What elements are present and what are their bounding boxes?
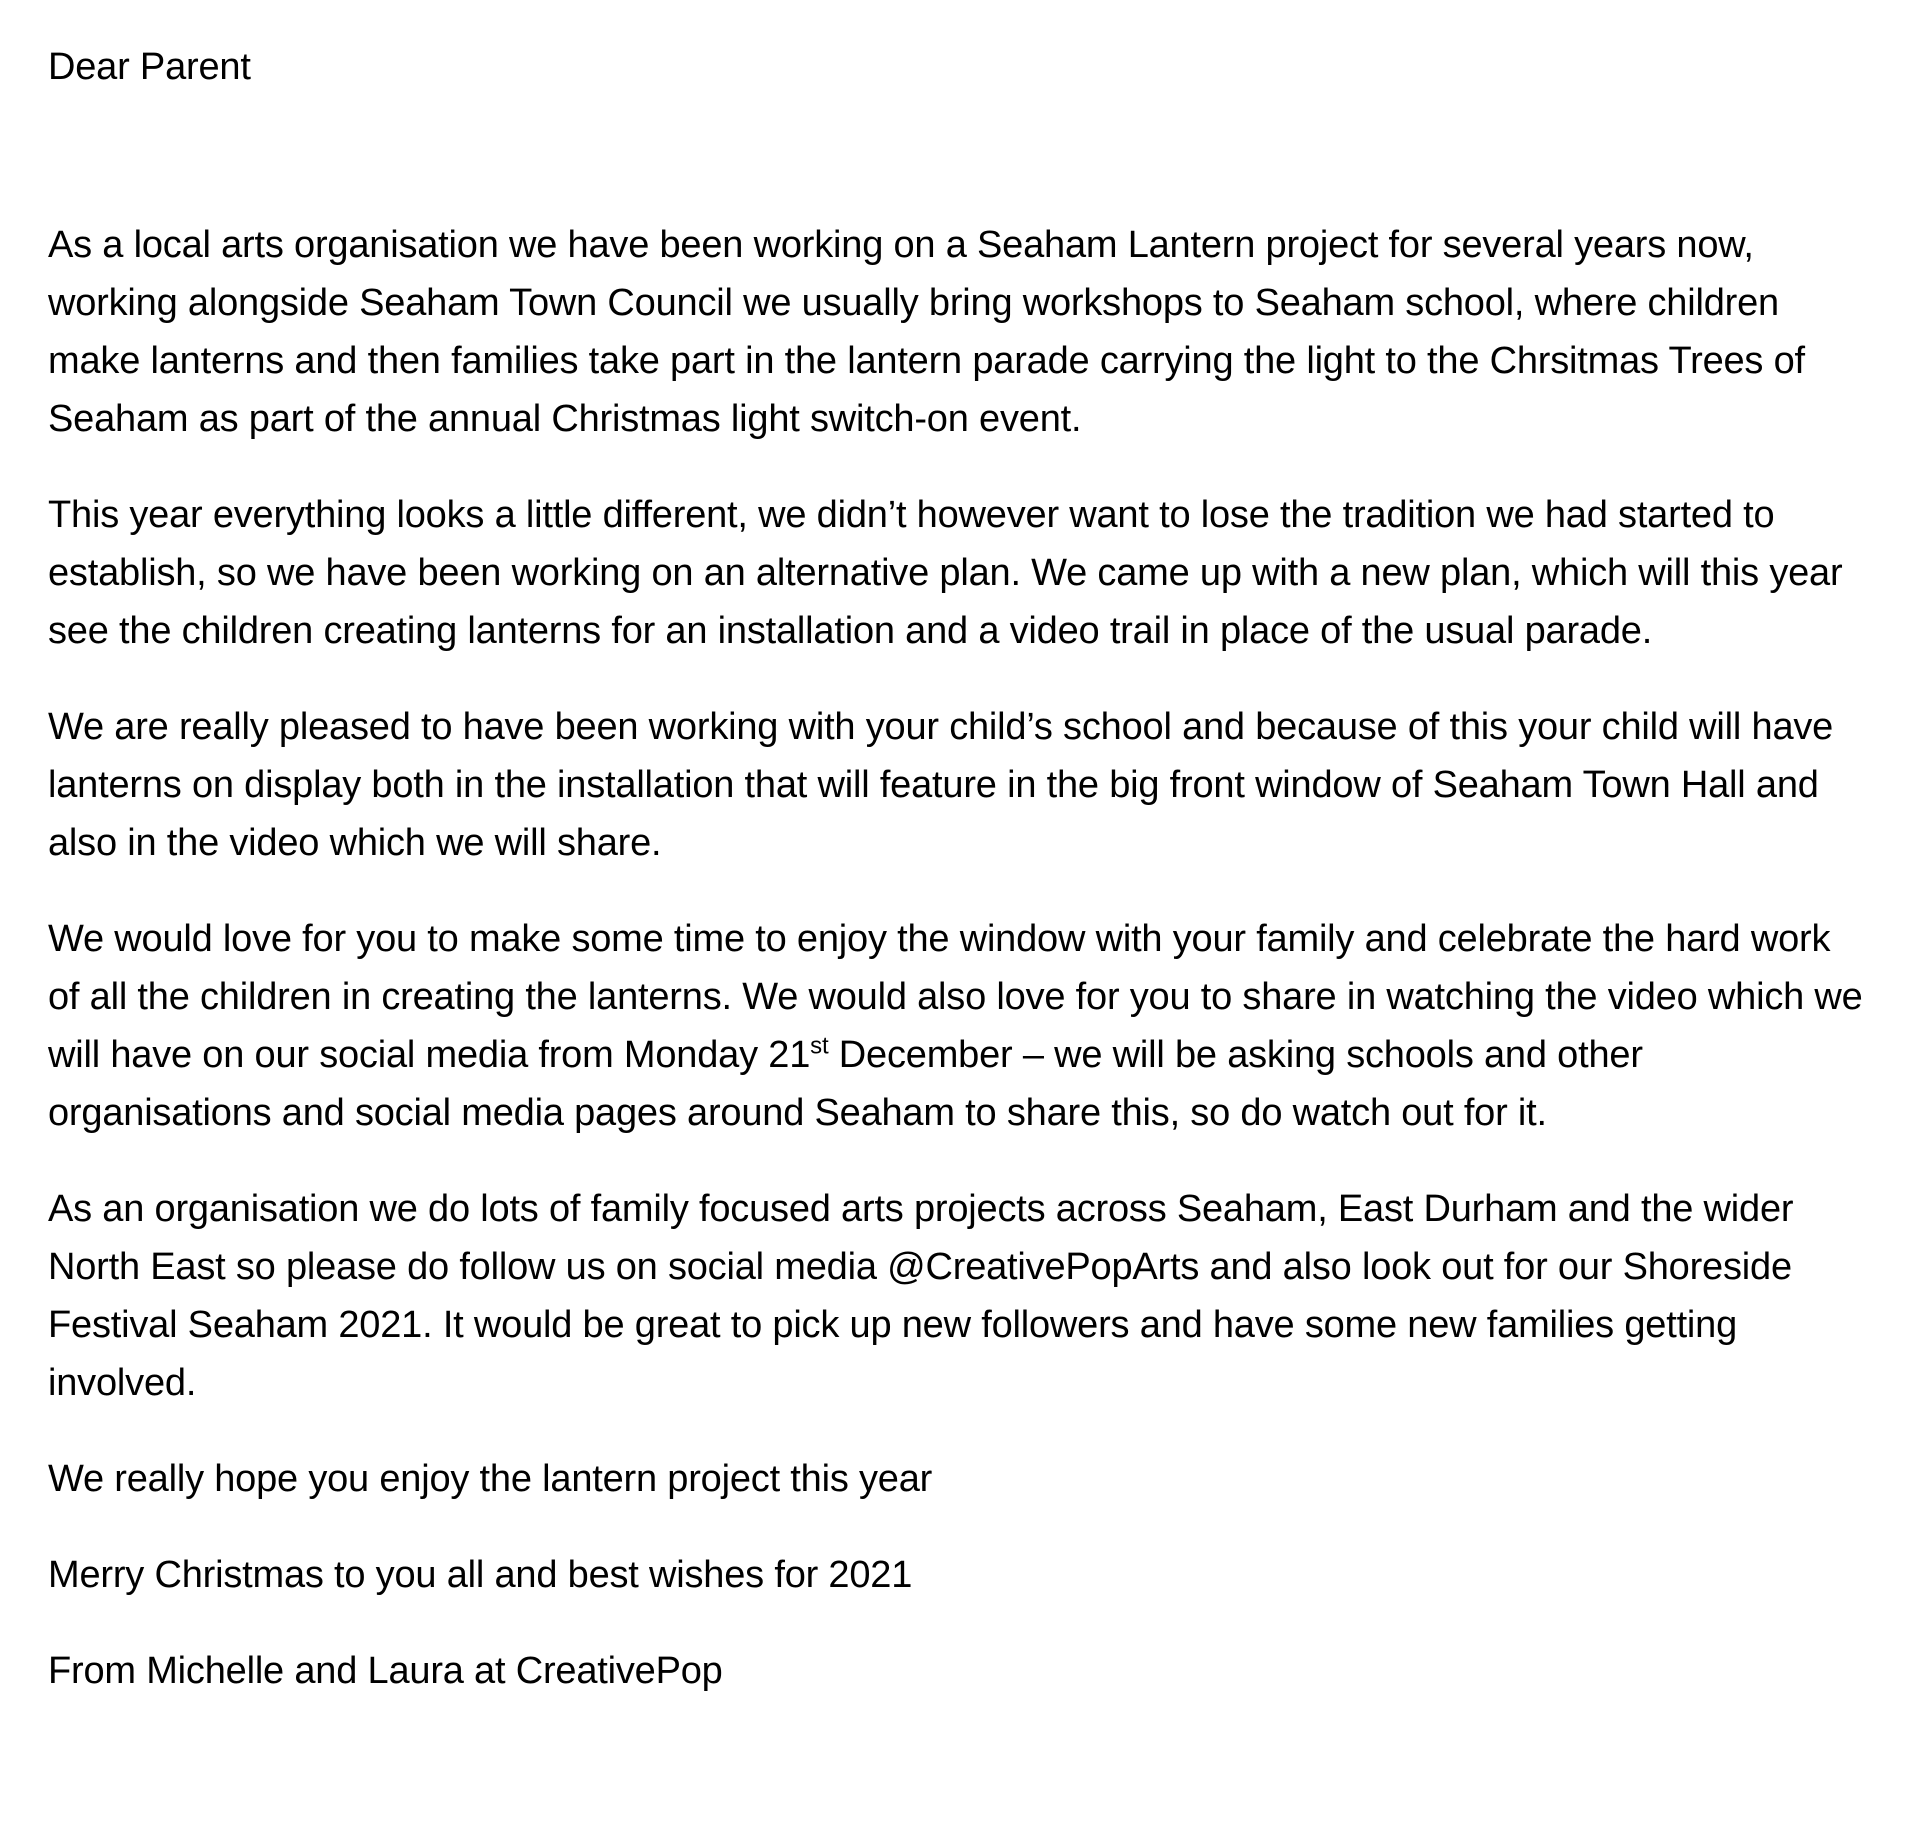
salutation [48,38,1870,96]
paragraph-intro: As a local arts organisation we have been working on a Seaham Lantern project for several years now, working alongside Seaham Town Council we usually bring workshops to Seaham school, where children make lanterns and then families take part in the lantern parade carrying the light to the Chrsitmas Trees of Seaham as part of the annual Christmas light switch-on event. [48,224,1805,440]
signature-line: From Michelle and Laura at CreativePop [48,1650,723,1692]
ordinal-suffix: st [810,1032,829,1060]
paragraph-social-media: As an organisation we do lots of family focused arts projects across Seaham, East Durham and the wider North East so please do follow us on social media @CreativePopArts and also look out for our Shoreside Festival Seaham 2021. It would be great to pick up new followers and have some new families getting involved. [48,1188,1794,1404]
paragraph-school-display: We are really pleased to have been working with your child’s school and because of this your child will have lanterns on display both in the installation that will feature in the big front window of Seaham Town Hall and also in the video which we will share. [48,706,1834,864]
salutation-text: Dear Parent [48,46,251,88]
letter-body [48,38,1870,1700]
closing-hope: We really hope you enjoy the lantern project this year [48,1458,933,1500]
paragraph-video-date-text-before: We would love for you to make some time to enjoy the window with your family and celebrate the hard work of all the children in creating the lanterns. We would also love for you to share in watching the video which we will have on our social media from Monday 21 [48,918,1863,1076]
paragraph-video-date-text-after: December – we will be asking schools and other organisations and social media pages around Seaham to share this, so do watch out for it. [48,1034,1643,1134]
paragraph-this-year: This year everything looks a little different, we didn’t however want to lose the tradition we had started to establish, so we have been working on an alternative plan. We came up with a new plan, which will this year see the children creating lanterns for an installation and a video trail in place of the usual parade. [48,494,1843,652]
closing-merry-christmas: Merry Christmas to you all and best wishes for 2021 [48,1554,913,1596]
paragraph-video-date [48,910,1870,1142]
